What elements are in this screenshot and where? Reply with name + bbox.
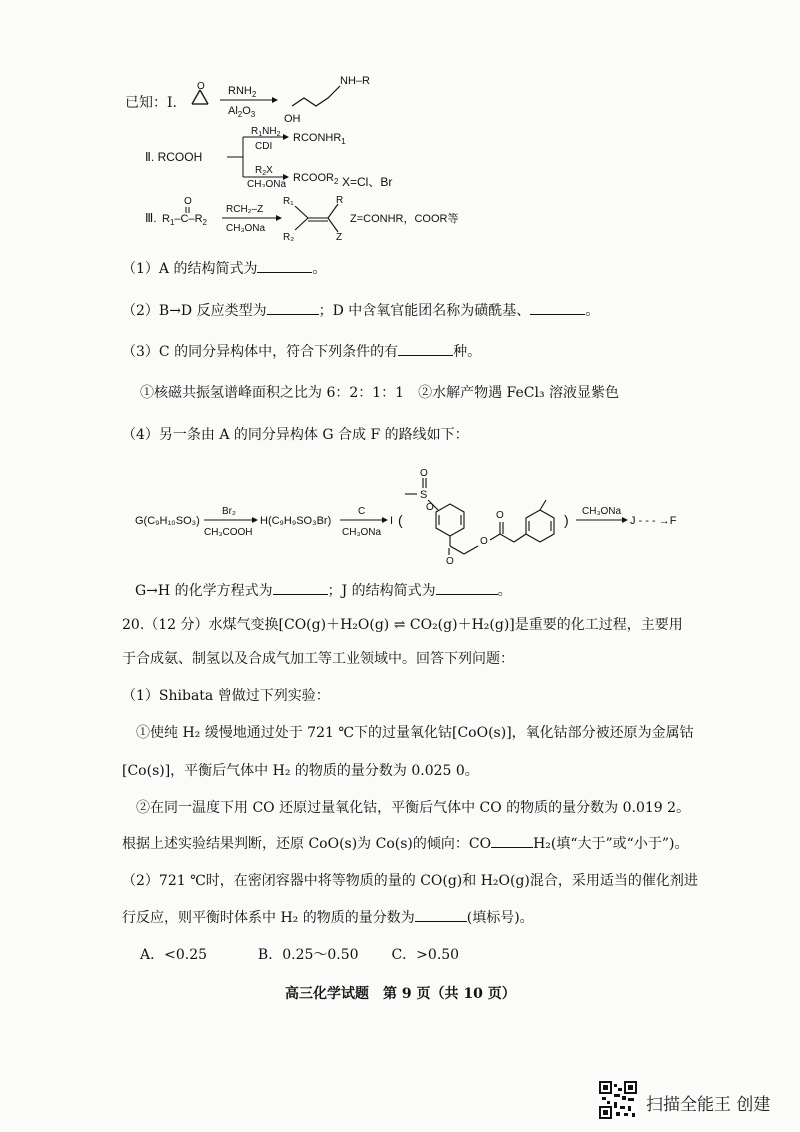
option-a: A．<0.25 <box>140 947 208 963</box>
route-meona-2: CH₃ONa <box>582 506 622 517</box>
ester-carbonyl-o: O <box>496 510 504 521</box>
known-label: 已知：Ⅰ. <box>125 95 177 111</box>
reaction-ii-bot-product: $RCOOR_2$ <box>293 172 339 186</box>
route-c: C <box>358 506 366 517</box>
qr-code-icon <box>598 1080 638 1120</box>
reaction-iii-prod-r: R <box>336 195 344 206</box>
reaction-iii-reagent-bottom: CH₃ONa <box>226 223 266 234</box>
reaction-iii-start: $R_1-C-R_2$ <box>162 213 207 227</box>
reaction-ii-branch <box>225 125 425 187</box>
route-paren-close: ) <box>564 512 569 528</box>
sulfonyl-s: S <box>420 489 428 501</box>
route-acoh: CH₃COOH <box>204 527 253 538</box>
route-g: G(C₉H₁₀SO₃) <box>135 515 200 527</box>
route-diagram <box>130 460 690 570</box>
reaction-iii-prod-r1: R₁ <box>283 196 294 207</box>
sulfonyl-o-top: O <box>420 468 428 479</box>
q20-part-2-line2: 行反应，则平衡时体系中 H₂ 的物质的量分数为 (填标号)。 <box>122 907 534 927</box>
answer-blank-4a[interactable] <box>273 580 328 595</box>
question-4: （4）另一条由 A 的同分异构体 G 合成 F 的路线如下： <box>122 427 469 443</box>
ketone-o: O <box>446 556 454 567</box>
q20-options <box>140 944 459 964</box>
route-meona-1: CH₃ONa <box>342 527 382 538</box>
reaction-iii-note: Z=CONHR，COOR等 <box>350 213 459 225</box>
answer-blank-20-1[interactable] <box>491 833 533 848</box>
question-3-conditions: ①核磁共振氢谱峰面积之比为 6：2：1：1 ②水解产物遇 FeCl₃ 溶液显紫色 <box>140 385 620 401</box>
reaction-ii-start: Ⅱ. RCOOH <box>145 150 203 164</box>
reaction-iii-num: Ⅲ. <box>145 211 157 225</box>
route-br2: Br₂ <box>222 506 236 517</box>
scanner-watermark-text: 扫描全能王 创建 <box>646 1095 771 1115</box>
reaction-iii-reagent-top: RCH₂–Z <box>226 204 264 215</box>
question-2: （2）B→D 反应类型为 ；D 中含氧官能团名称为磺酰基、 。 <box>122 300 599 320</box>
q20-part-1a-2: [Co(s)]，平衡后气体中 H₂ 的物质的量分数为 0.025 0。 <box>122 763 479 779</box>
reaction-iii-prod-r2: R₂ <box>283 232 295 242</box>
answer-blank-2a[interactable] <box>267 300 319 315</box>
q20-part-1c: 根据上述实验结果判断，还原 CoO(s)为 Co(s)的倾向：CO H₂(填“大于”或“小于”)。 <box>122 833 688 853</box>
answer-blank-3[interactable] <box>398 341 453 356</box>
reaction-ii-top-reagent2: CDI <box>255 141 273 152</box>
answer-blank-20-2[interactable] <box>415 907 467 922</box>
route-paren-open: ( <box>398 512 403 528</box>
reaction-ii-bot-reagent: $R_2X$ <box>255 165 273 177</box>
route-j-to-f: J - - - →F <box>630 515 677 527</box>
reaction-i-product-oh: OH <box>284 113 301 125</box>
epoxide-structure <box>192 90 208 104</box>
answer-blank-1[interactable] <box>257 258 312 273</box>
q20-part-2: （2）721 ℃时，在密闭容器中将等物质的量的 CO(g)和 H₂O(g)混合，采用适当的催化剂进 <box>122 873 698 889</box>
q20-part-1: （1）Shibata 曾做过下列实验： <box>122 688 330 704</box>
question-4-tail: G→H 的化学方程式为 ；J 的结构简式为 。 <box>135 580 512 600</box>
q20-part-1b: ②在同一温度下用 CO 还原过量氧化钴，平衡后气体中 CO 的物质的量分数为 0.019 2。 <box>136 800 691 816</box>
q20-header: 20.（12 分）水煤气变换[CO(g)＋H₂O(g) ⇌ CO₂(g)＋H₂(g)]是重要的化工过程，主要用 <box>122 617 683 633</box>
question-1: （1）A 的结构简式为 。 <box>122 258 326 278</box>
q20-header-2: 于合成氨、制氢以及合成气加工等工业领域中。回答下列问题： <box>122 651 514 667</box>
reaction-ii-top-reagent: $R_1NH_2$ <box>251 126 281 138</box>
reaction-i-scheme <box>180 70 380 130</box>
reaction-ii-note: X=Cl、Br <box>342 175 393 189</box>
page-footer: 高三化学试题 第 9 页（共 10 页） <box>285 986 516 1002</box>
reaction-i-reagent-bottom: $Al_2O_3$ <box>228 105 256 119</box>
route-i: I <box>390 515 394 527</box>
ester-o: O <box>480 536 488 547</box>
sulfonyl-o-side: O <box>426 502 434 513</box>
option-b: B．0.25～0.50 <box>257 947 359 963</box>
reaction-iii-scheme <box>140 192 460 242</box>
reaction-i-product-chain <box>292 86 340 106</box>
answer-blank-4b[interactable] <box>436 580 498 595</box>
reaction-i-product-nh: NH–R <box>340 75 370 87</box>
reaction-i-reagent-top: $RNH_2$ <box>228 85 257 99</box>
epoxide-o: O <box>197 81 205 92</box>
route-h: H(C₉H₉SO₃Br) <box>260 515 332 527</box>
question-3: （3）C 的同分异构体中，符合下列条件的有 种。 <box>122 341 481 361</box>
reaction-iii-carbonyl-o: O <box>184 196 192 207</box>
reaction-ii-top-product: $RCONHR_1$ <box>293 132 346 146</box>
reaction-ii-bot-reagent2: CH₃ONa <box>247 179 287 187</box>
option-c: C．>0.50 <box>391 947 460 963</box>
answer-blank-2b[interactable] <box>530 300 585 315</box>
reaction-iii-prod-z: Z <box>336 232 343 242</box>
q20-part-1a: ①使纯 H₂ 缓慢地通过处于 721 ℃下的过量氧化钴[CoO(s)]，氧化钴部分被还原为金属钴 <box>136 725 694 741</box>
structure-i <box>405 468 554 567</box>
